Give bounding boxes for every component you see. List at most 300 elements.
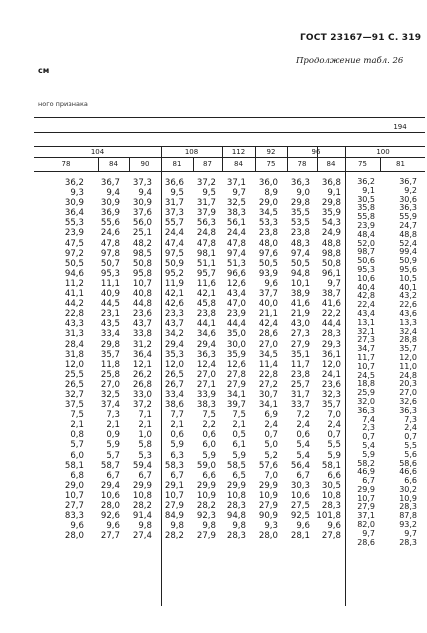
table-cell: 33,4 xyxy=(164,389,184,400)
table-cell: 37,3 xyxy=(132,178,152,188)
data-column xyxy=(46,178,84,541)
table-cell: 56,0 xyxy=(132,218,152,229)
table-cell: 50,9 xyxy=(399,256,417,266)
table-cell: 95,3 xyxy=(100,268,120,279)
table-cell: 33,4 xyxy=(100,329,120,340)
table-cell: 40,1 xyxy=(399,282,417,292)
table-cell: 6,9 xyxy=(264,410,278,421)
table-cell: 27,1 xyxy=(196,379,216,390)
table-cell: 24,4 xyxy=(164,228,184,239)
table-cell: 50,9 xyxy=(164,258,184,269)
table-cell: 97,4 xyxy=(226,248,246,259)
table-cell: 24,9 xyxy=(321,228,341,239)
table-cell: 29,9 xyxy=(258,480,278,491)
table-cell: 28,0 xyxy=(258,531,278,542)
column-header: 78 xyxy=(61,160,71,168)
table-cell: 93,9 xyxy=(258,268,278,279)
table-cell: 36,3 xyxy=(357,405,375,415)
table-cell: 50,7 xyxy=(100,258,120,269)
table-cell: 34,7 xyxy=(357,344,375,354)
table-cell: 37,1 xyxy=(357,511,375,521)
table-cell: 10,6 xyxy=(290,490,310,501)
table-cell: 90,9 xyxy=(258,511,278,522)
table-cell: 28,6 xyxy=(258,329,278,340)
table-cell: 53,5 xyxy=(290,218,310,229)
table-cell: 2,2 xyxy=(202,420,216,431)
table-cell: 34,5 xyxy=(258,208,278,219)
table-rule-group-mid xyxy=(34,146,425,147)
group-header-194: 194 xyxy=(393,123,407,131)
table-cell: 43,2 xyxy=(399,291,417,301)
table-cell: 12,0 xyxy=(321,359,341,370)
table-cell: 5,4 xyxy=(296,450,310,461)
table-cell: 59,4 xyxy=(132,460,152,471)
table-cell: 53,3 xyxy=(258,218,278,229)
page-header-title: ГОСТ 23167—91 С. 319 xyxy=(300,33,422,43)
table-cell: 9,5 xyxy=(202,188,216,199)
table-cell: 9,3 xyxy=(264,521,278,532)
table-cell: 9,7 xyxy=(362,528,375,538)
table-cell: 0,7 xyxy=(404,432,417,442)
table-cell: 36,4 xyxy=(132,349,152,360)
table-cell: 29,4 xyxy=(164,339,184,350)
table-cell: 26,5 xyxy=(64,379,84,390)
table-cell: 48,8 xyxy=(321,238,341,249)
table-cell: 29,1 xyxy=(164,480,184,491)
table-cell: 27,9 xyxy=(196,531,216,542)
table-cell: 27,9 xyxy=(226,379,246,390)
table-cell: 5,9 xyxy=(170,440,184,451)
table-cell: 42,8 xyxy=(357,291,375,301)
table-cell: 7,4 xyxy=(362,414,375,424)
table-cell: 28,3 xyxy=(321,501,341,511)
table-cell: 9,3 xyxy=(70,188,84,199)
table-cell: 43,4 xyxy=(226,289,246,300)
table-cell: 46,9 xyxy=(357,467,375,477)
table-cell: 50,6 xyxy=(357,256,375,266)
table-cell: 36,3 xyxy=(399,203,417,213)
table-cell: 56,4 xyxy=(290,460,310,471)
table-cell: 97,8 xyxy=(100,248,120,259)
table-cell: 28,2 xyxy=(164,531,184,542)
table-cell: 38,3 xyxy=(196,400,216,411)
table-cell: 27,9 xyxy=(258,501,278,511)
table-cell: 5,9 xyxy=(232,450,246,461)
table-cell: 28,3 xyxy=(226,501,246,511)
table-cell: 51,3 xyxy=(226,258,246,269)
table-cell: 5,5 xyxy=(404,440,417,450)
table-cell: 27,2 xyxy=(258,379,278,390)
table-cell: 35,3 xyxy=(164,349,184,360)
table-cell: 98,8 xyxy=(321,248,341,259)
table-cell: 92,5 xyxy=(290,511,310,522)
table-cell: 11,4 xyxy=(258,359,278,370)
table-cell: 27,7 xyxy=(100,531,120,542)
table-cell: 29,4 xyxy=(196,339,216,350)
table-cell: 58,7 xyxy=(100,460,120,471)
group-header: 104 xyxy=(90,148,105,156)
table-cell: 27,0 xyxy=(399,388,417,398)
table-cell: 44,4 xyxy=(226,319,246,330)
table-cell: 10,7 xyxy=(64,490,84,501)
table-cell: 42,1 xyxy=(196,289,216,300)
table-cell: 55,9 xyxy=(399,212,417,222)
table-cell: 33,7 xyxy=(290,400,310,411)
table-cell: 2,4 xyxy=(296,420,310,431)
table-cell: 84,9 xyxy=(164,511,184,522)
table-cell: 37,5 xyxy=(64,400,84,411)
table-cell: 11,7 xyxy=(290,359,310,370)
table-cell: 97,2 xyxy=(64,248,84,259)
table-cell: 34,5 xyxy=(258,349,278,360)
table-cell: 46,6 xyxy=(399,467,417,477)
table-cell: 10,8 xyxy=(321,490,341,501)
table-cell: 0,5 xyxy=(232,430,246,441)
table-cell: 10,7 xyxy=(357,493,375,503)
table-cell: 27,0 xyxy=(196,369,216,380)
table-rule-header-bottom xyxy=(34,171,425,172)
table-cell: 33,9 xyxy=(196,389,216,400)
table-cell: 10,9 xyxy=(399,493,417,503)
table-cell: 9,8 xyxy=(202,521,216,532)
table-cell: 43,5 xyxy=(100,319,120,330)
table-cell: 23,9 xyxy=(357,220,375,230)
table-cell: 7,5 xyxy=(232,410,246,421)
table-cell: 27,0 xyxy=(100,379,120,390)
table-cell: 26,2 xyxy=(132,369,152,380)
table-cell: 31,7 xyxy=(164,198,184,209)
table-cell: 35,1 xyxy=(290,349,310,360)
table-cell: 0,6 xyxy=(296,430,310,441)
table-cell: 99,4 xyxy=(399,247,417,257)
table-cell: 6,6 xyxy=(327,470,341,481)
table-cell: 26,7 xyxy=(164,379,184,390)
group-header: 112 xyxy=(231,148,246,156)
table-cell: 27,3 xyxy=(290,329,310,340)
table-cell: 9,7 xyxy=(232,188,246,199)
table-cell: 9,1 xyxy=(327,188,341,199)
table-cell: 24,8 xyxy=(399,370,417,380)
table-cell: 36,7 xyxy=(399,177,417,186)
table-cell: 5,7 xyxy=(70,440,84,451)
table-cell: 28,8 xyxy=(399,335,417,345)
table-cell: 9,6 xyxy=(327,521,341,532)
table-cell: 37,2 xyxy=(132,400,152,411)
table-cell: 6,0 xyxy=(202,440,216,451)
table-cell: 27,5 xyxy=(290,501,310,511)
table-cell: 30,9 xyxy=(100,198,120,209)
table-cell: 37,3 xyxy=(164,208,184,219)
table-continuation-label: Продолжение табл. 26 xyxy=(296,56,404,66)
table-cell: 31,7 xyxy=(290,389,310,400)
table-cell: 95,7 xyxy=(196,268,216,279)
table-cell: 12,0 xyxy=(399,352,417,362)
table-cell: 31,3 xyxy=(64,329,84,340)
data-column xyxy=(303,178,341,541)
column-header: 75 xyxy=(358,160,367,168)
table-cell: 28,3 xyxy=(399,537,417,547)
table-cell: 59,0 xyxy=(196,460,216,471)
table-cell: 28,0 xyxy=(64,531,84,542)
table-cell: 47,8 xyxy=(100,238,120,249)
table-cell: 7,3 xyxy=(404,414,417,424)
group-header: 108 xyxy=(184,148,199,156)
table-cell: 51,1 xyxy=(196,258,216,269)
table-cell: 10,8 xyxy=(132,490,152,501)
table-cell: 93,2 xyxy=(399,520,417,530)
table-cell: 12,4 xyxy=(196,359,216,370)
table-cell: 6,7 xyxy=(138,470,152,481)
table-cell: 22,4 xyxy=(357,300,375,310)
table-cell: 55,3 xyxy=(64,218,84,229)
table-cell: 32,3 xyxy=(321,389,341,400)
table-cell: 10,9 xyxy=(258,490,278,501)
column-header: 90 xyxy=(140,160,150,168)
table-cell: 9,6 xyxy=(296,521,310,532)
table-cell: 12,0 xyxy=(164,359,184,370)
table-cell: 25,1 xyxy=(132,228,152,239)
table-cell: 25,5 xyxy=(64,369,84,380)
table-cell: 101,8 xyxy=(316,511,341,522)
table-cell: 36,3 xyxy=(399,405,417,415)
table-cell: 10,5 xyxy=(399,273,417,283)
table-cell: 29,0 xyxy=(258,198,278,209)
table-cell: 6,6 xyxy=(404,476,417,486)
column-header: 81 xyxy=(396,160,405,168)
table-cell: 6,8 xyxy=(70,470,84,481)
table-cell: 36,7 xyxy=(100,178,120,188)
table-cell: 58,1 xyxy=(321,460,341,471)
table-cell: 2,1 xyxy=(232,420,246,431)
table-cell: 2,4 xyxy=(264,420,278,431)
table-cell: 28,6 xyxy=(357,537,375,547)
table-cell: 40,9 xyxy=(100,289,120,300)
table-cell: 28,2 xyxy=(196,501,216,511)
table-cell: 28,3 xyxy=(321,329,341,340)
table-cell: 7,0 xyxy=(264,470,278,481)
table-cell: 43,6 xyxy=(399,308,417,318)
table-cell: 35,8 xyxy=(357,203,375,213)
table-cell: 36,0 xyxy=(258,178,278,188)
table-cell: 27,9 xyxy=(290,339,310,350)
table-cell: 9,6 xyxy=(106,521,120,532)
table-cell: 97,5 xyxy=(164,248,184,259)
table-cell: 31,2 xyxy=(132,339,152,350)
table-cell: 98,1 xyxy=(196,248,216,259)
table-cell: 11,1 xyxy=(100,278,120,289)
table-cell: 36,8 xyxy=(321,178,341,188)
table-cell: 10,6 xyxy=(100,490,120,501)
table-cell: 25,8 xyxy=(100,369,120,380)
table-cell: 95,3 xyxy=(357,264,375,274)
table-cell: 37,9 xyxy=(196,208,216,219)
table-cell: 91,4 xyxy=(132,511,152,522)
table-cell: 12,1 xyxy=(132,359,152,370)
table-cell: 45,8 xyxy=(196,299,216,310)
column-header: 78 xyxy=(297,160,307,168)
table-cell: 23,8 xyxy=(290,369,310,380)
table-cell: 92,3 xyxy=(196,511,216,522)
table-cell: 12,6 xyxy=(226,278,246,289)
table-cell: 6,0 xyxy=(70,450,84,461)
table-cell: 6,7 xyxy=(106,470,120,481)
table-cell: 9,8 xyxy=(232,521,246,532)
table-cell: 30,9 xyxy=(64,198,84,209)
table-cell: 29,0 xyxy=(64,480,84,491)
group-header: 96 xyxy=(311,148,321,156)
table-cell: 98,5 xyxy=(132,248,152,259)
table-cell: 2,1 xyxy=(70,420,84,431)
table-cell: 30,6 xyxy=(399,194,417,204)
group-header: 92 xyxy=(266,148,276,156)
table-cell: 48,0 xyxy=(258,238,278,249)
table-cell: 21,9 xyxy=(290,309,310,320)
table-cell: 11,8 xyxy=(100,359,120,370)
table-cell: 43,7 xyxy=(164,319,184,330)
table-cell: 35,9 xyxy=(321,208,341,219)
table-cell: 30,9 xyxy=(132,198,152,209)
unit-label: см xyxy=(38,66,50,75)
table-cell: 27,7 xyxy=(64,501,84,511)
table-cell: 0,6 xyxy=(170,430,184,441)
table-cell: 24,7 xyxy=(399,220,417,230)
table-cell: 27,9 xyxy=(164,501,184,511)
table-cell: 47,4 xyxy=(164,238,184,249)
table-cell: 23,6 xyxy=(321,379,341,390)
table-cell: 10,1 xyxy=(290,278,310,289)
table-cell: 23,9 xyxy=(226,309,246,320)
table-cell: 9,4 xyxy=(106,188,120,199)
table-cell: 5,6 xyxy=(404,449,417,459)
table-cell: 97,4 xyxy=(290,248,310,259)
table-cell: 10,7 xyxy=(132,278,152,289)
table-cell: 30,5 xyxy=(357,194,375,204)
table-cell: 7,1 xyxy=(138,410,152,421)
table-cell: 42,1 xyxy=(164,289,184,300)
table-cell: 0,9 xyxy=(106,430,120,441)
table-cell: 10,7 xyxy=(164,490,184,501)
table-cell: 6,7 xyxy=(362,476,375,486)
table-cell: 47,8 xyxy=(226,238,246,249)
table-cell: 29,8 xyxy=(321,198,341,209)
table-cell: 0,8 xyxy=(70,430,84,441)
table-cell: 8,9 xyxy=(264,188,278,199)
column-header: 84 xyxy=(109,160,118,168)
table-cell: 48,3 xyxy=(290,238,310,249)
table-cell: 28,2 xyxy=(132,501,152,511)
table-cell: 42,4 xyxy=(258,319,278,330)
table-cell: 36,1 xyxy=(321,349,341,360)
table-cell: 58,2 xyxy=(357,458,375,468)
table-cell: 23,8 xyxy=(290,228,310,239)
table-cell: 5,4 xyxy=(362,440,375,450)
table-cell: 24,4 xyxy=(226,228,246,239)
table-cell: 6,3 xyxy=(170,450,184,461)
table-cell: 28,1 xyxy=(290,531,310,542)
table-cell: 30,5 xyxy=(321,480,341,491)
table-cell: 35,7 xyxy=(399,344,417,354)
table-cell: 6,7 xyxy=(296,470,310,481)
table-cell: 13,3 xyxy=(399,317,417,327)
table-cell: 44,2 xyxy=(64,299,84,310)
table-cell: 82,0 xyxy=(357,520,375,530)
table-cell: 7,3 xyxy=(106,410,120,421)
table-cell: 23,6 xyxy=(132,309,152,320)
table-cell: 41,6 xyxy=(321,299,341,310)
table-cell: 58,3 xyxy=(164,460,184,471)
table-cell: 5,8 xyxy=(138,440,152,451)
table-cell: 33,8 xyxy=(132,329,152,340)
table-cell: 9,8 xyxy=(170,521,184,532)
table-cell: 0,7 xyxy=(362,432,375,442)
column-header: 75 xyxy=(266,160,276,168)
table-cell: 32,7 xyxy=(64,389,84,400)
table-cell: 5,4 xyxy=(296,440,310,451)
table-cell: 87,8 xyxy=(399,511,417,521)
table-cell: 7,7 xyxy=(170,410,184,421)
table-cell: 11,6 xyxy=(196,278,216,289)
table-cell: 2,1 xyxy=(170,420,184,431)
table-cell: 26,8 xyxy=(132,379,152,390)
table-cell: 38,7 xyxy=(321,289,341,300)
table-cell: 28,3 xyxy=(226,531,246,542)
table-cell: 6,7 xyxy=(170,470,184,481)
table-cell: 5,3 xyxy=(138,450,152,461)
table-cell: 44,1 xyxy=(196,319,216,330)
table-cell: 29,9 xyxy=(226,480,246,491)
column-header: 84 xyxy=(326,160,336,168)
table-cell: 32,6 xyxy=(399,396,417,406)
table-cell: 24,1 xyxy=(321,369,341,380)
data-column xyxy=(337,178,375,547)
table-cell: 5,9 xyxy=(202,450,216,461)
table-cell: 41,1 xyxy=(64,289,84,300)
table-cell: 29,8 xyxy=(290,198,310,209)
table-cell: 47,5 xyxy=(64,238,84,249)
table-cell: 9,4 xyxy=(138,188,152,199)
column-header: 87 xyxy=(203,160,212,168)
table-cell: 37,6 xyxy=(132,208,152,219)
table-cell: 30,0 xyxy=(226,339,246,350)
table-cell: 34,1 xyxy=(258,400,278,411)
table-cell: 47,0 xyxy=(226,299,246,310)
table-cell: 37,4 xyxy=(100,400,120,411)
table-cell: 7,5 xyxy=(70,410,84,421)
table-cell: 24,8 xyxy=(196,228,216,239)
table-cell: 0,7 xyxy=(327,430,341,441)
table-cell: 5,9 xyxy=(327,450,341,461)
table-cell: 83,3 xyxy=(64,511,84,522)
table-cell: 2,4 xyxy=(404,423,417,433)
table-cell: 23,1 xyxy=(100,309,120,320)
table-cell: 28,0 xyxy=(100,501,120,511)
table-cell: 27,8 xyxy=(226,369,246,380)
table-cell: 94,8 xyxy=(290,268,310,279)
table-cell: 33,0 xyxy=(132,389,152,400)
table-cell: 98,7 xyxy=(357,247,375,257)
table-cell: 34,6 xyxy=(196,329,216,340)
table-cell: 50,8 xyxy=(321,258,341,269)
table-cell: 34,1 xyxy=(226,389,246,400)
table-cell: 5,2 xyxy=(264,450,278,461)
table-cell: 28,3 xyxy=(399,502,417,512)
table-cell: 9,1 xyxy=(362,185,375,195)
table-cell: 24,6 xyxy=(100,228,120,239)
table-cell: 31,8 xyxy=(64,349,84,360)
table-cell: 52,0 xyxy=(357,238,375,248)
table-cell: 36,6 xyxy=(164,178,184,188)
table-cell: 2,1 xyxy=(138,420,152,431)
